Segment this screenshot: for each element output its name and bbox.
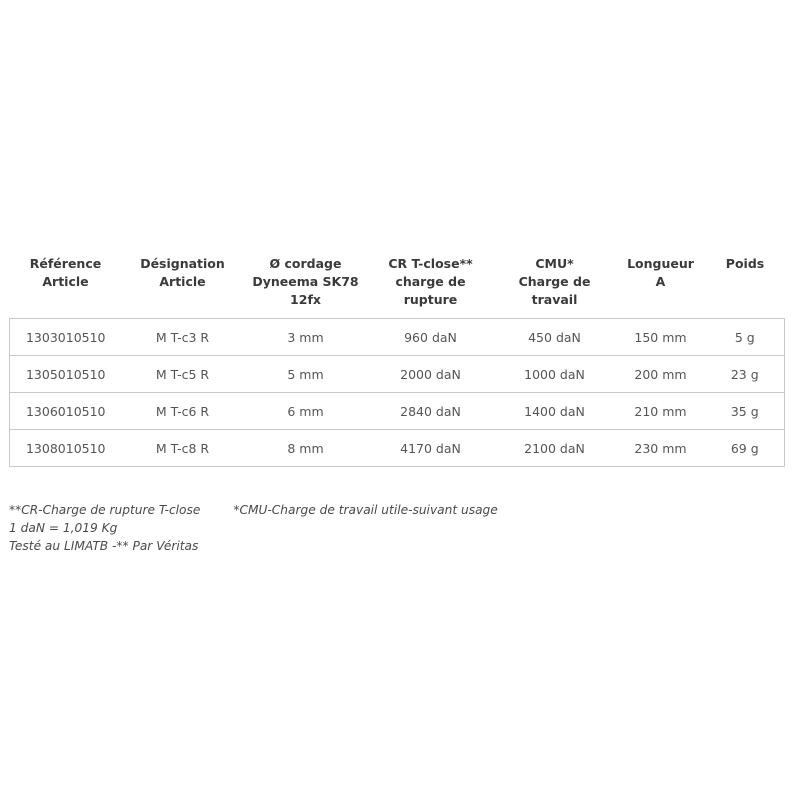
cell-cord-diameter: 6 mm	[244, 393, 368, 430]
table-row	[10, 319, 785, 356]
cell-designation: M T-c3 R	[122, 319, 244, 356]
cell-reference: 1305010510	[10, 356, 122, 393]
header-working-load: CMU* Charge de travail	[518, 256, 591, 307]
cell-working-load: 450 daN	[494, 319, 616, 356]
cell-working-load: 2100 daN	[494, 430, 616, 467]
footnote-working-load: *CMU-Charge de travail utile-suivant usage	[233, 503, 498, 517]
header-reference: Référence Article	[29, 256, 102, 289]
header-length: Longueur A	[627, 256, 694, 289]
footnote-line-1	[9, 501, 709, 519]
cell-weight: 35 g	[706, 393, 785, 430]
cell-length: 150 mm	[616, 319, 706, 356]
header-designation: Désignation Article	[140, 256, 225, 289]
table-row	[10, 430, 785, 467]
footnote-breaking-load: **CR-Charge de rupture T-close	[9, 503, 201, 517]
cell-breaking-load: 2840 daN	[368, 393, 494, 430]
footnote-conversion: 1 daN = 1,019 Kg	[9, 521, 118, 535]
cell-working-load: 1000 daN	[494, 356, 616, 393]
cell-designation: M T-c5 R	[122, 356, 244, 393]
cell-length: 200 mm	[616, 356, 706, 393]
header-weight: Poids	[725, 256, 765, 271]
cell-breaking-load: 4170 daN	[368, 430, 494, 467]
cell-reference: 1303010510	[10, 319, 122, 356]
footnote-testing: Testé au LIMATB -** Par Véritas	[9, 539, 199, 553]
cell-length: 210 mm	[616, 393, 706, 430]
cell-weight: 69 g	[706, 430, 785, 467]
cell-designation: M T-c8 R	[122, 430, 244, 467]
cell-cord-diameter: 3 mm	[244, 319, 368, 356]
cell-reference: 1308010510	[10, 430, 122, 467]
table-header-row	[10, 252, 785, 319]
cell-working-load: 1400 daN	[494, 393, 616, 430]
header-cord-diameter: Ø cordage Dyneema SK78 12fx	[252, 256, 359, 307]
cell-breaking-load: 960 daN	[368, 319, 494, 356]
cell-cord-diameter: 8 mm	[244, 430, 368, 467]
footnotes	[9, 501, 709, 555]
specifications-table-container	[9, 252, 784, 467]
cell-reference: 1306010510	[10, 393, 122, 430]
cell-designation: M T-c6 R	[122, 393, 244, 430]
cell-length: 230 mm	[616, 430, 706, 467]
cell-weight: 5 g	[706, 319, 785, 356]
cell-breaking-load: 2000 daN	[368, 356, 494, 393]
specifications-table	[9, 252, 785, 467]
cell-cord-diameter: 5 mm	[244, 356, 368, 393]
table-row	[10, 356, 785, 393]
cell-weight: 23 g	[706, 356, 785, 393]
table-row	[10, 393, 785, 430]
header-breaking-load: CR T-close** charge de rupture	[388, 256, 473, 307]
